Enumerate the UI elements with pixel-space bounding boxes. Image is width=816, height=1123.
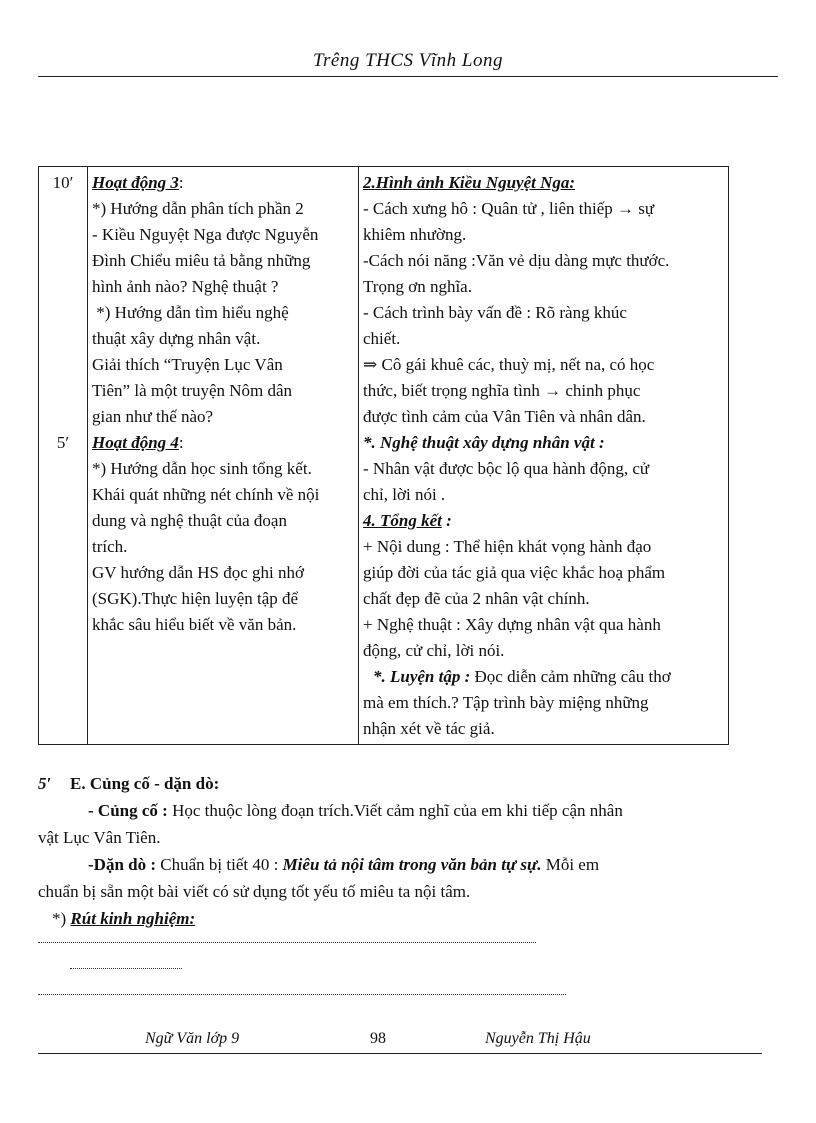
- experience-heading: *) Rút kinh nghiệm:: [52, 909, 196, 928]
- section-2-heading: 2.Hình ảnh Kiều Nguyệt Nga:: [363, 173, 576, 192]
- art-heading: *. Nghệ thuật xây dựng nhân vật :: [363, 433, 605, 452]
- left-line: *) Hướng dẫn phân tích phần 2: [92, 199, 304, 218]
- page-header: [38, 50, 778, 72]
- table-row: [39, 167, 729, 745]
- left-line: GV hướng dẫn HS đọc ghi nhớ: [92, 563, 304, 582]
- right-line: - Nhân vật được bộc lộ qua hành động, cử: [363, 459, 650, 478]
- school-name: Trêng THCS Vĩnh Long: [312, 50, 503, 71]
- left-line: trích.: [92, 537, 128, 556]
- footer-rule: [38, 1053, 762, 1054]
- right-line: + Nghệ thuật : Xây dựng nhân vật qua hành: [363, 615, 661, 634]
- left-line: Khái quát những nét chính về nội: [92, 485, 320, 504]
- right-line: + Nội dung : Thể hiện khát vọng hành đạo: [363, 537, 652, 556]
- left-line: thuật xây dựng nhân vật.: [92, 329, 261, 348]
- activity-4-heading: Hoạt động 4:: [92, 433, 184, 452]
- time-spacer: [43, 196, 83, 430]
- right-line: - Cách xưng hô : Quân tử , liên thiếp → sự: [363, 199, 655, 218]
- consolidate-line-2: vật Lục Vân Tiên.: [38, 828, 161, 847]
- right-line: ⇒ Cô gái khuê các, thuỳ mị, nết na, có học: [363, 355, 655, 374]
- homework-line-2: chuẩn bị sẵn một bài viết có sử dụng tốt yếu tố miêu ta nội tâm.: [38, 882, 471, 901]
- right-line: - Cách trình bày vấn đề : Rõ ràng khúc: [363, 303, 627, 322]
- left-line: *) Hướng dẫn tìm hiểu nghệ: [92, 303, 289, 322]
- right-line: động, cử chỉ, lời nói.: [363, 641, 505, 660]
- left-line: Đình Chiểu miêu tả bằng những: [92, 251, 311, 270]
- activity-3-heading: Hoạt động 3:: [92, 173, 184, 192]
- right-line: giúp đời của tác giả qua việc khắc hoạ phẩm: [363, 563, 666, 582]
- right-line: nhận xét về tác giả.: [363, 719, 495, 738]
- footer-author: Nguyễn Thị Hậu: [485, 1030, 591, 1047]
- left-line: khắc sâu hiểu biết về văn bản.: [92, 615, 297, 634]
- right-line: -Cách nói năng :Văn vẻ dịu dàng mực thước.: [363, 251, 670, 270]
- time-activity-3: 10′: [52, 173, 74, 192]
- right-line: khiêm nhường.: [363, 225, 467, 244]
- left-line: hình ảnh nào? Nghệ thuật ?: [92, 277, 279, 296]
- section-e-heading: 5′ E. Củng cố - dặn dò:: [38, 774, 220, 793]
- lesson-table: [38, 166, 729, 745]
- right-line: được tình cảm của Vân Tiên và nhân dân.: [363, 407, 646, 426]
- summary-heading: 4. Tổng kết :: [363, 511, 452, 530]
- left-line: Giải thích “Truyện Lục Vân: [92, 355, 283, 374]
- right-line: mà em thích.? Tập trình bày miệng những: [363, 693, 649, 712]
- left-line: (SGK).Thực hiện luyện tập để: [92, 589, 299, 608]
- footer-page-number: 98: [370, 1030, 386, 1047]
- footer-subject: Ngữ Văn lớp 9: [145, 1030, 240, 1047]
- homework-line: -Dặn dò : Chuẩn bị tiết 40 : Miêu tả nội tâm trong văn bản tự sự. Mỗi em: [88, 855, 600, 874]
- dotted-line: [38, 942, 536, 943]
- dotted-line: [70, 968, 182, 969]
- left-line: Tiên” là một truyện Nôm dân: [92, 381, 293, 400]
- left-line: gian như thế nào?: [92, 407, 214, 426]
- dotted-line: [38, 994, 566, 995]
- header-rule: [38, 76, 778, 77]
- left-line: - Kiều Nguyệt Nga được Nguyễn: [92, 225, 319, 244]
- right-line: chiết.: [363, 329, 401, 348]
- content-column: [359, 167, 729, 745]
- left-line: dung và nghệ thuật của đoạn: [92, 511, 287, 530]
- consolidate-line: - Củng cố : Học thuộc lòng đoạn trích.Viết cảm nghĩ của em khi tiếp cận nhân: [88, 801, 623, 820]
- section-e: [38, 770, 778, 932]
- right-line: Trọng ơn nghĩa.: [363, 277, 472, 296]
- right-line: chất đẹp đẽ của 2 nhân vật chính.: [363, 589, 590, 608]
- time-column: [39, 167, 88, 745]
- left-line: *) Hướng dẫn học sinh tổng kết.: [92, 459, 312, 478]
- teacher-activity-column: [88, 167, 359, 745]
- time-activity-4: 5′: [56, 433, 70, 452]
- practice-line: *. Luyện tập : Đọc diễn cảm những câu thơ: [373, 667, 671, 686]
- right-line: thức, biết trọng nghĩa tình → chinh phục: [363, 381, 641, 400]
- right-line: chỉ, lời nói .: [363, 485, 446, 504]
